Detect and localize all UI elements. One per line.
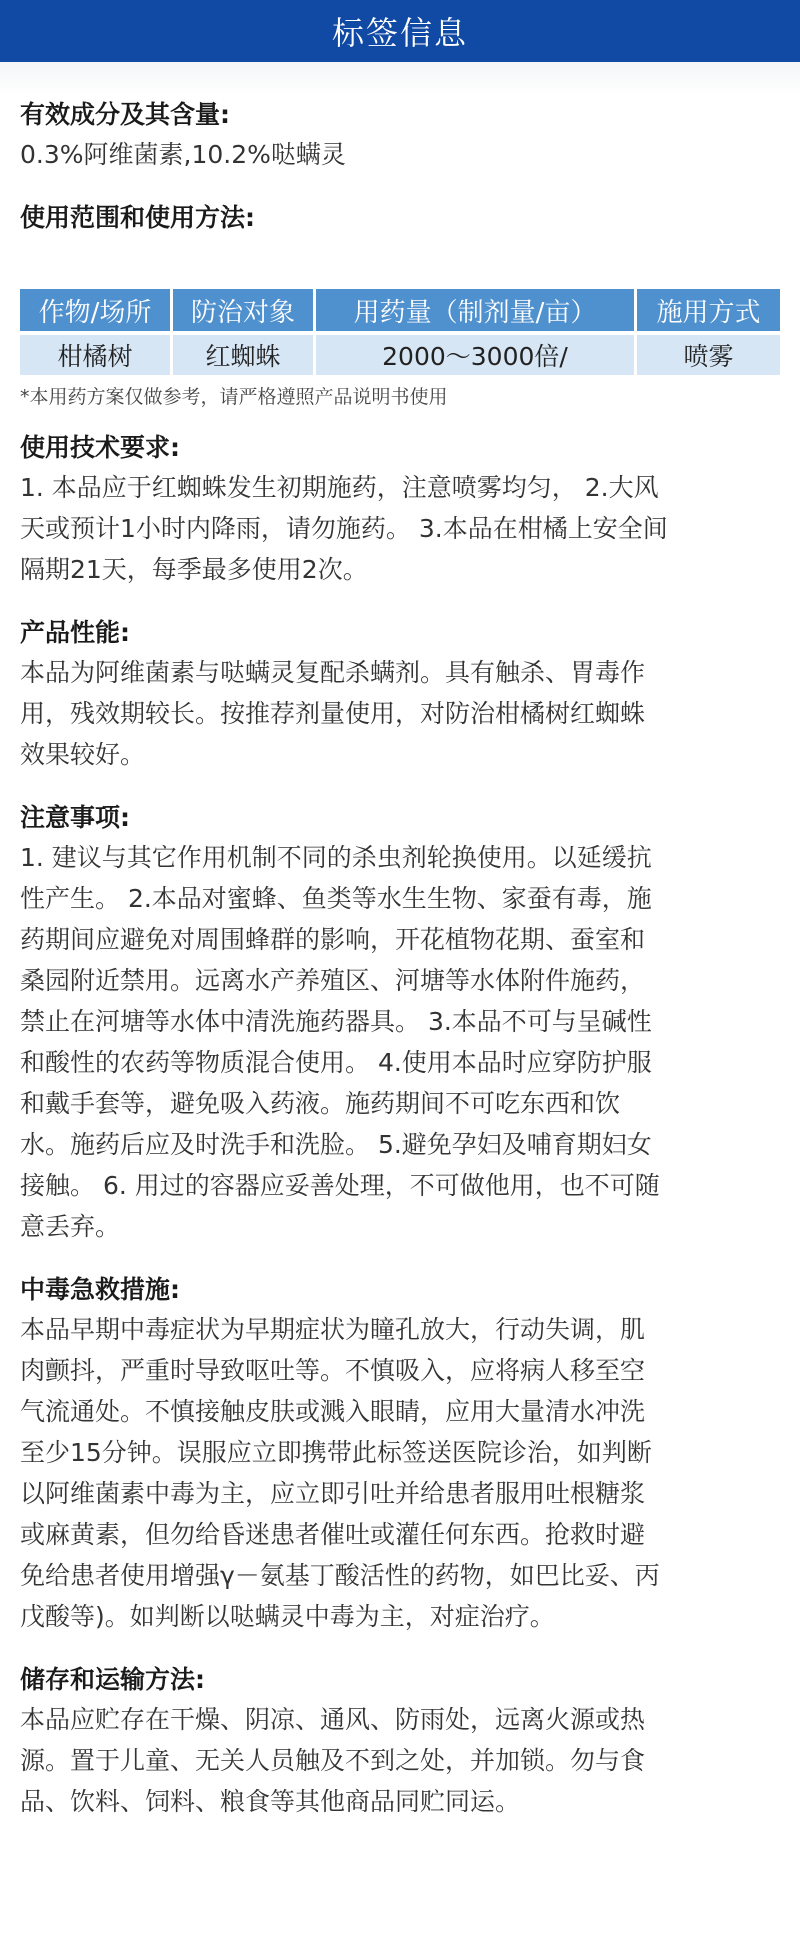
storage-line: 本品应贮存在干燥、阴凉、通风、防雨处，远离火源或热 [20, 1705, 646, 1734]
precautions-line: 禁止在河塘等水体中清洗施药器具。 3.本品不可与呈碱性 [20, 1007, 652, 1036]
ingredients-section [20, 96, 780, 175]
firstaid-section [20, 1271, 780, 1637]
firstaid-line: 免给患者使用增强γ－氨基丁酸活性的药物，如巴比妥、丙 [20, 1561, 660, 1590]
cell-method: 喷雾 [637, 335, 780, 375]
technical-line: 隔期21天，每季最多使用2次。 [20, 555, 368, 584]
column-header-target: 防治对象 [173, 289, 313, 331]
usage-title: 使用范围和使用方法: [20, 203, 255, 232]
cell-dosage: 2000～3000倍/ [316, 335, 634, 375]
ingredients-text: 0.3%阿维菌素,10.2%哒螨灵 [20, 140, 346, 169]
page-header [0, 0, 800, 62]
precautions-section [20, 799, 780, 1247]
firstaid-line: 以阿维菌素中毒为主，应立即引吐并给患者服用吐根糖浆 [20, 1479, 646, 1508]
firstaid-line: 至少15分钟。误服应立即携带此标签送医院诊治，如判断 [20, 1438, 652, 1467]
firstaid-line: 本品早期中毒症状为早期症状为瞳孔放大，行动失调，肌 [20, 1315, 646, 1344]
column-header-dosage: 用药量（制剂量/亩） [316, 289, 634, 331]
storage-title: 储存和运输方法: [20, 1665, 205, 1694]
column-header-method: 施用方式 [637, 289, 780, 331]
precautions-title: 注意事项: [20, 803, 130, 832]
precautions-line: 1. 建议与其它作用机制不同的杀虫剂轮换使用。以延缓抗 [20, 843, 652, 872]
cell-target: 红蜘蛛 [173, 335, 313, 375]
performance-section [20, 614, 780, 775]
precautions-line: 接触。 6. 用过的容器应妥善处理，不可做他用，也不可随 [20, 1171, 660, 1200]
storage-section [20, 1661, 780, 1822]
storage-line: 源。置于儿童、无关人员触及不到之处，并加锁。勿与食 [20, 1746, 646, 1775]
storage-line: 品、饮料、饲料、粮食等其他商品同贮同运。 [20, 1787, 521, 1816]
performance-title: 产品性能: [20, 618, 130, 647]
header-spacer [0, 62, 800, 96]
column-header-crop: 作物/场所 [20, 289, 170, 331]
performance-line: 效果较好。 [20, 740, 146, 769]
precautions-line: 性产生。 2.本品对蜜蜂、鱼类等水生生物、家蚕有毒，施 [20, 884, 652, 913]
ingredients-title: 有效成分及其含量: [20, 100, 230, 129]
technical-line: 1. 本品应于红蜘蛛发生初期施药，注意喷雾均匀， 2.大风 [20, 473, 659, 502]
performance-line: 用，残效期较长。按推荐剂量使用，对防治柑橘树红蜘蛛 [20, 699, 646, 728]
precautions-line: 和酸性的农药等物质混合使用。 4.使用本品时应穿防护服 [20, 1048, 652, 1077]
table-row [20, 335, 780, 375]
precautions-line: 桑园附近禁用。远离水产养殖区、河塘等水体附件施药， [20, 966, 646, 995]
precautions-line: 和戴手套等，避免吸入药液。施药期间不可吃东西和饮 [20, 1089, 621, 1118]
performance-line: 本品为阿维菌素与哒螨灵复配杀螨剂。具有触杀、胃毒作 [20, 658, 646, 687]
usage-section [20, 199, 780, 411]
technical-line: 天或预计1小时内降雨，请勿施药。 3.本品在柑橘上安全间 [20, 514, 668, 543]
firstaid-line: 气流通处。不慎接触皮肤或溅入眼睛，应用大量清水冲洗 [20, 1397, 646, 1426]
firstaid-line: 肉颤抖，严重时导致呕吐等。不慎吸入，应将病人移至空 [20, 1356, 646, 1385]
page-title: 标签信息 [331, 14, 468, 52]
precautions-line: 意丢弃。 [20, 1212, 121, 1241]
cell-crop: 柑橘树 [20, 335, 170, 375]
firstaid-line: 或麻黄素，但勿给昏迷患者催吐或灌任何东西。抢救时避 [20, 1520, 646, 1549]
label-content [0, 96, 800, 1822]
firstaid-line: 戊酸等)。如判断以哒螨灵中毒为主，对症治疗。 [20, 1602, 555, 1631]
firstaid-title: 中毒急救措施: [20, 1275, 180, 1304]
usage-table-header [20, 289, 780, 331]
usage-table [17, 285, 783, 379]
precautions-line: 水。施药后应及时洗手和洗脸。 5.避免孕妇及哺育期妇女 [20, 1130, 652, 1159]
precautions-line: 药期间应避免对周围蜂群的影响，开花植物花期、蚕室和 [20, 925, 646, 954]
usage-note: *本用药方案仅做参考，请严格遵照产品说明书使用 [20, 386, 448, 408]
technical-section [20, 429, 780, 590]
technical-title: 使用技术要求: [20, 433, 180, 462]
